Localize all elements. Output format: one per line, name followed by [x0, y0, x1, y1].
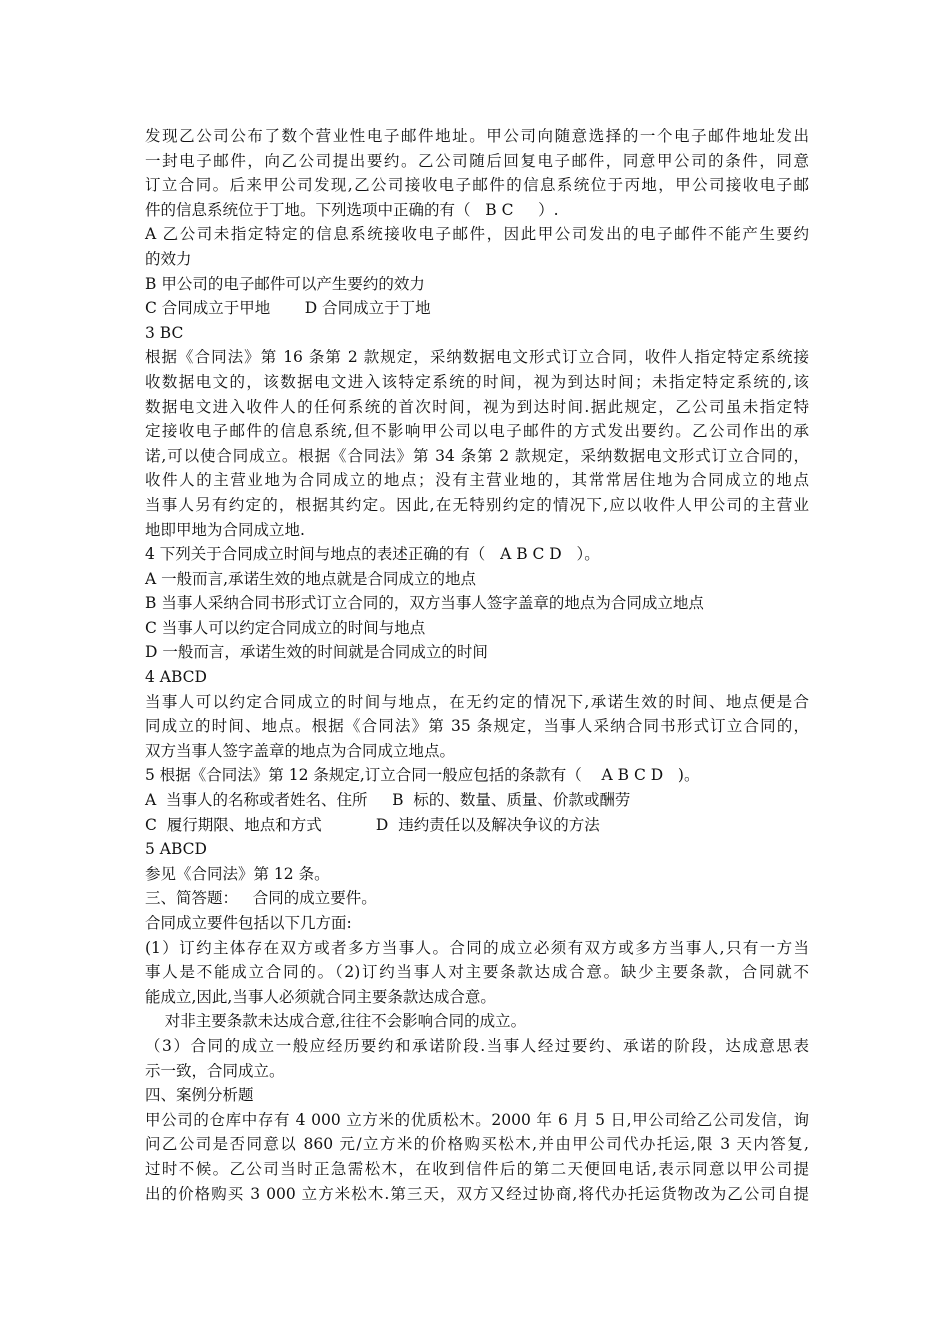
text-line: 件的信息系统位于丁地。下列选项中正确的有（ B C ）. — [145, 200, 559, 219]
text-line: A 一般而言,承诺生效的地点就是合同成立的地点 — [145, 569, 477, 588]
text-line: 根据《合同法》第 16 条第 2 款规定，采纳数据电文形式订立合同，收件人指定特定系统接 — [145, 348, 809, 367]
text-line: 当事人另有约定的，根据其约定。因此,在无特别约定的情况下,应以收件人甲公司的主营业 — [145, 495, 809, 514]
text-line: 当事人可以约定合同成立的时间与地点，在无约定的情况下,承诺生效的时间、地点便是合 — [145, 692, 809, 711]
text-line: 能成立,因此,当事人必须就合同主要条款达成合意。 — [145, 987, 496, 1006]
text-line: 问乙公司是否同意以 860 元/立方米的价格购买松木,并由甲公司代办托运,限 3 天内答复, — [145, 1135, 809, 1154]
text-line: C 当事人可以约定合同成立的时间与地点 — [145, 618, 426, 637]
text-line: 发现乙公司公布了数个营业性电子邮件地址。甲公司向随意选择的一个电子邮件地址发出 — [145, 127, 809, 145]
text-line: 同成立的时间、地点。根据《合同法》第 35 条规定，当事人采纳合同书形式订立合同的， — [145, 717, 809, 736]
text-line: C 合同成立于甲地 D 合同成立于丁地 — [145, 299, 431, 318]
section-heading: 四、案例分析题 — [145, 1086, 254, 1105]
text-line: 事人是不能成立合同的。（2)订约当事人对主要条款达成合意。缺少主要条款，合同就不 — [145, 963, 809, 982]
text-line: 甲公司的仓库中存有 4 000 立方米的优质松木。2000 年 6 月 5 日,甲公司给乙公司发信，询 — [145, 1110, 809, 1129]
text-line: A 当事人的名称或者姓名、住所 B 标的、数量、质量、价款或酬劳 — [145, 791, 631, 810]
answer-line: 3 BC — [145, 323, 184, 342]
text-line: 参见《合同法》第 12 条。 — [145, 864, 330, 883]
text-line: 出的价格购买 3 000 立方米松木.第三天，双方又经过协商,将代办托运货物改为乙公司自提 — [145, 1184, 809, 1203]
text-line: 一封电子邮件，向乙公司提出要约。乙公司随后回复电子邮件，同意甲公司的条件，同意 — [145, 151, 809, 170]
text-line: 过时不候。乙公司当时正急需松木，在收到信件后的第二天便回电话,表示同意以甲公司提 — [145, 1159, 809, 1178]
text-line: 地即甲地为合同成立地. — [145, 520, 305, 539]
question-line: 4 下列关于合同成立时间与地点的表述正确的有（ A B C D ）。 — [145, 545, 600, 564]
text-line: 收件人的主营业地为合同成立的地点；没有主营业地的，其常常居住地为合同成立的地点 — [145, 471, 809, 490]
answer-line: 5 ABCD — [145, 840, 207, 859]
text-line: 诺,可以使合同成立。根据《合同法》第 34 条第 2 款规定，采纳数据电文形式订立合同的， — [145, 446, 809, 465]
document-page — [145, 124, 809, 1206]
text-line: 收数据电文的，该数据电文进入该特定系统的时间，视为到达时间；未指定特定系统的,该 — [145, 372, 809, 391]
text-line: 的效力 — [145, 249, 192, 268]
text-line: 数据电文进入收件人的任何系统的首次时间，视为到达时间.据此规定，乙公司虽未指定特 — [145, 397, 809, 416]
answer-line: 4 ABCD — [145, 668, 207, 687]
text-line: 双方当事人签字盖章的地点为合同成立地点。 — [145, 741, 456, 760]
text-line: 对非主要条款未达成合意,往往不会影响合同的成立。 — [145, 1012, 527, 1031]
text-line: 定接收电子邮件的信息系统,但不影响甲公司以电子邮件的方式发出要约。乙公司作出的承 — [145, 422, 809, 441]
text-line: （3）合同的成立一般应经历要约和承诺阶段.当事人经过要约、承诺的阶段，达成意思表 — [145, 1036, 809, 1055]
section-heading: 三、简答题： 合同的成立要件。 — [145, 889, 377, 908]
text-line: 示一致，合同成立。 — [145, 1061, 285, 1080]
text-line: 合同成立要件包括以下几方面: — [145, 914, 352, 932]
text-line: (1）订约主体存在双方或者多方当事人。合同的成立必须有双方或多方当事人,只有一方当 — [145, 938, 809, 957]
text-line: 订立合同。后来甲公司发现,乙公司接收电子邮件的信息系统位于丙地，甲公司接收电子邮 — [145, 176, 809, 195]
text-line: C 履行期限、地点和方式 D 违约责任以及解决争议的方法 — [145, 815, 600, 834]
text-line: B 甲公司的电子邮件可以产生要约的效力 — [145, 274, 425, 293]
text-line: D 一般而言，承诺生效的时间就是合同成立的时间 — [145, 643, 488, 662]
question-line: 5 根据《合同法》第 12 条规定,订立合同一般应包括的条款有（ A B C D )。 — [145, 766, 700, 785]
text-line: A 乙公司未指定特定的信息系统接收电子邮件，因此甲公司发出的电子邮件不能产生要约 — [145, 225, 809, 244]
text-line: B 当事人采纳合同书形式订立合同的，双方当事人签字盖章的地点为合同成立地点 — [145, 594, 704, 613]
